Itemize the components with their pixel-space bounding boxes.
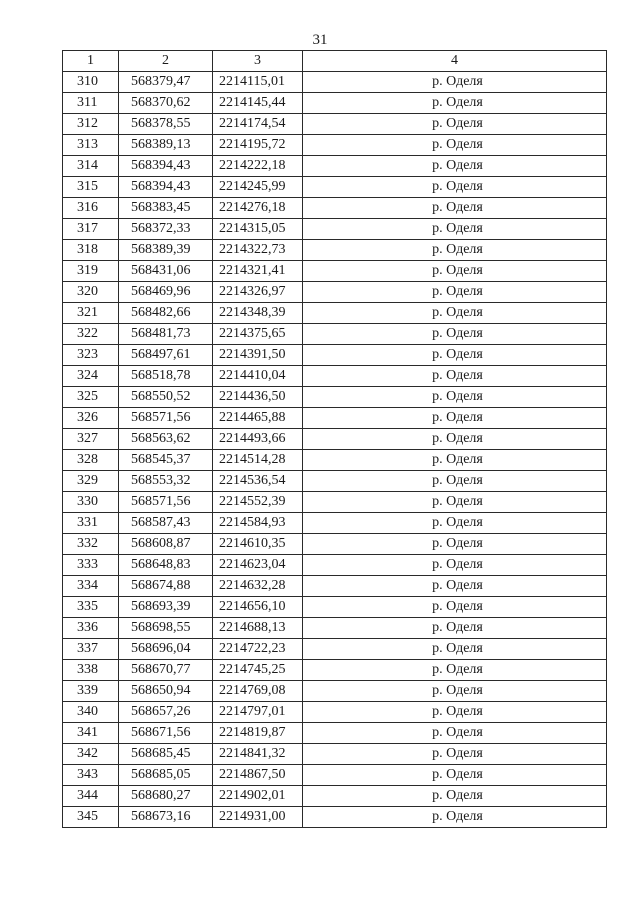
x-coordinate-cell: 568680,27 [119,786,213,807]
point-number-cell: 336 [63,618,119,639]
y-coordinate-cell: 2214375,65 [213,324,303,345]
column-header-4: 4 [303,51,607,72]
x-coordinate-cell: 568497,61 [119,345,213,366]
point-number-cell: 311 [63,93,119,114]
y-coordinate-cell: 2214610,35 [213,534,303,555]
description-cell: р. Оделя [303,723,607,744]
column-header-2: 2 [119,51,213,72]
table-row [63,450,607,471]
x-coordinate-cell: 568608,87 [119,534,213,555]
table-row [63,72,607,93]
x-coordinate-cell: 568469,96 [119,282,213,303]
description-cell: р. Оделя [303,639,607,660]
description-cell: р. Оделя [303,156,607,177]
x-coordinate-cell: 568545,37 [119,450,213,471]
table-row [63,93,607,114]
table-row [63,597,607,618]
y-coordinate-cell: 2214902,01 [213,786,303,807]
description-cell: р. Оделя [303,513,607,534]
description-cell: р. Оделя [303,72,607,93]
x-coordinate-cell: 568685,05 [119,765,213,786]
point-number-cell: 312 [63,114,119,135]
point-number-cell: 321 [63,303,119,324]
description-cell: р. Оделя [303,324,607,345]
table-row [63,366,607,387]
y-coordinate-cell: 2214584,93 [213,513,303,534]
x-coordinate-cell: 568482,66 [119,303,213,324]
x-coordinate-cell: 568550,52 [119,387,213,408]
x-coordinate-cell: 568670,77 [119,660,213,681]
table-row [63,492,607,513]
table-row [63,156,607,177]
point-number-cell: 322 [63,324,119,345]
table-row [63,786,607,807]
point-number-cell: 317 [63,219,119,240]
point-number-cell: 341 [63,723,119,744]
table-row [63,555,607,576]
table-row [63,471,607,492]
y-coordinate-cell: 2214867,50 [213,765,303,786]
description-cell: р. Оделя [303,429,607,450]
description-cell: р. Оделя [303,534,607,555]
page-number: 31 [312,32,328,48]
point-number-cell: 337 [63,639,119,660]
y-coordinate-cell: 2214623,04 [213,555,303,576]
table-row [63,660,607,681]
x-coordinate-cell: 568394,43 [119,177,213,198]
y-coordinate-cell: 2214326,97 [213,282,303,303]
description-cell: р. Оделя [303,198,607,219]
x-coordinate-cell: 568378,55 [119,114,213,135]
table-row [63,114,607,135]
y-coordinate-cell: 2214245,99 [213,177,303,198]
table-row [63,303,607,324]
y-coordinate-cell: 2214632,28 [213,576,303,597]
table-row [63,576,607,597]
y-coordinate-cell: 2214769,08 [213,681,303,702]
point-number-cell: 338 [63,660,119,681]
y-coordinate-cell: 2214514,28 [213,450,303,471]
description-cell: р. Оделя [303,219,607,240]
y-coordinate-cell: 2214391,50 [213,345,303,366]
x-coordinate-cell: 568372,33 [119,219,213,240]
coordinates-table [62,50,607,828]
description-cell: р. Оделя [303,786,607,807]
table-row [63,765,607,786]
table-row [63,744,607,765]
x-coordinate-cell: 568379,47 [119,72,213,93]
x-coordinate-cell: 568650,94 [119,681,213,702]
point-number-cell: 344 [63,786,119,807]
y-coordinate-cell: 2214688,13 [213,618,303,639]
y-coordinate-cell: 2214321,41 [213,261,303,282]
x-coordinate-cell: 568571,56 [119,492,213,513]
table-row [63,513,607,534]
y-coordinate-cell: 2214797,01 [213,702,303,723]
point-number-cell: 315 [63,177,119,198]
point-number-cell: 328 [63,450,119,471]
point-number-cell: 310 [63,72,119,93]
table-row [63,723,607,744]
point-number-cell: 323 [63,345,119,366]
description-cell: р. Оделя [303,660,607,681]
description-cell: р. Оделя [303,240,607,261]
y-coordinate-cell: 2214410,04 [213,366,303,387]
x-coordinate-cell: 568431,06 [119,261,213,282]
table-row [63,681,607,702]
point-number-cell: 326 [63,408,119,429]
x-coordinate-cell: 568674,88 [119,576,213,597]
y-coordinate-cell: 2214931,00 [213,807,303,828]
y-coordinate-cell: 2214745,25 [213,660,303,681]
point-number-cell: 325 [63,387,119,408]
description-cell: р. Оделя [303,135,607,156]
x-coordinate-cell: 568698,55 [119,618,213,639]
table-row [63,408,607,429]
x-coordinate-cell: 568673,16 [119,807,213,828]
table-row [63,219,607,240]
table-row [63,198,607,219]
description-cell: р. Оделя [303,114,607,135]
description-cell: р. Оделя [303,681,607,702]
description-cell: р. Оделя [303,345,607,366]
point-number-cell: 314 [63,156,119,177]
description-cell: р. Оделя [303,492,607,513]
table-row [63,429,607,450]
y-coordinate-cell: 2214536,54 [213,471,303,492]
description-cell: р. Оделя [303,618,607,639]
point-number-cell: 316 [63,198,119,219]
point-number-cell: 313 [63,135,119,156]
description-cell: р. Оделя [303,450,607,471]
description-cell: р. Оделя [303,555,607,576]
point-number-cell: 342 [63,744,119,765]
x-coordinate-cell: 568571,56 [119,408,213,429]
table-row [63,177,607,198]
description-cell: р. Оделя [303,93,607,114]
x-coordinate-cell: 568693,39 [119,597,213,618]
table-row [63,324,607,345]
y-coordinate-cell: 2214174,54 [213,114,303,135]
point-number-cell: 327 [63,429,119,450]
y-coordinate-cell: 2214115,01 [213,72,303,93]
table-row [63,639,607,660]
y-coordinate-cell: 2214493,66 [213,429,303,450]
point-number-cell: 332 [63,534,119,555]
x-coordinate-cell: 568389,13 [119,135,213,156]
description-cell: р. Оделя [303,807,607,828]
table-body [63,72,607,828]
y-coordinate-cell: 2214819,87 [213,723,303,744]
x-coordinate-cell: 568394,43 [119,156,213,177]
y-coordinate-cell: 2214315,05 [213,219,303,240]
description-cell: р. Оделя [303,261,607,282]
point-number-cell: 339 [63,681,119,702]
table-row [63,345,607,366]
description-cell: р. Оделя [303,387,607,408]
y-coordinate-cell: 2214656,10 [213,597,303,618]
column-header-1: 1 [63,51,119,72]
description-cell: р. Оделя [303,303,607,324]
x-coordinate-cell: 568481,73 [119,324,213,345]
description-cell: р. Оделя [303,744,607,765]
y-coordinate-cell: 2214348,39 [213,303,303,324]
description-cell: р. Оделя [303,282,607,303]
description-cell: р. Оделя [303,765,607,786]
point-number-cell: 331 [63,513,119,534]
point-number-cell: 329 [63,471,119,492]
description-cell: р. Оделя [303,576,607,597]
point-number-cell: 333 [63,555,119,576]
y-coordinate-cell: 2214465,88 [213,408,303,429]
table-row [63,702,607,723]
x-coordinate-cell: 568587,43 [119,513,213,534]
point-number-cell: 320 [63,282,119,303]
table-row [63,240,607,261]
table-row [63,618,607,639]
point-number-cell: 335 [63,597,119,618]
table-row [63,135,607,156]
description-cell: р. Оделя [303,597,607,618]
description-cell: р. Оделя [303,366,607,387]
point-number-cell: 334 [63,576,119,597]
x-coordinate-cell: 568696,04 [119,639,213,660]
point-number-cell: 330 [63,492,119,513]
y-coordinate-cell: 2214322,73 [213,240,303,261]
y-coordinate-cell: 2214222,18 [213,156,303,177]
x-coordinate-cell: 568389,39 [119,240,213,261]
x-coordinate-cell: 568685,45 [119,744,213,765]
y-coordinate-cell: 2214195,72 [213,135,303,156]
y-coordinate-cell: 2214841,32 [213,744,303,765]
header-row [63,51,607,72]
x-coordinate-cell: 568671,56 [119,723,213,744]
x-coordinate-cell: 568563,62 [119,429,213,450]
table-row [63,282,607,303]
description-cell: р. Оделя [303,702,607,723]
y-coordinate-cell: 2214145,44 [213,93,303,114]
point-number-cell: 340 [63,702,119,723]
table-row [63,387,607,408]
point-number-cell: 319 [63,261,119,282]
y-coordinate-cell: 2214436,50 [213,387,303,408]
x-coordinate-cell: 568518,78 [119,366,213,387]
description-cell: р. Оделя [303,471,607,492]
table-row [63,261,607,282]
description-cell: р. Оделя [303,408,607,429]
x-coordinate-cell: 568370,62 [119,93,213,114]
point-number-cell: 345 [63,807,119,828]
table-row [63,807,607,828]
x-coordinate-cell: 568648,83 [119,555,213,576]
y-coordinate-cell: 2214552,39 [213,492,303,513]
column-header-3: 3 [213,51,303,72]
x-coordinate-cell: 568383,45 [119,198,213,219]
point-number-cell: 318 [63,240,119,261]
x-coordinate-cell: 568657,26 [119,702,213,723]
point-number-cell: 343 [63,765,119,786]
y-coordinate-cell: 2214276,18 [213,198,303,219]
point-number-cell: 324 [63,366,119,387]
y-coordinate-cell: 2214722,23 [213,639,303,660]
x-coordinate-cell: 568553,32 [119,471,213,492]
description-cell: р. Оделя [303,177,607,198]
table-row [63,534,607,555]
